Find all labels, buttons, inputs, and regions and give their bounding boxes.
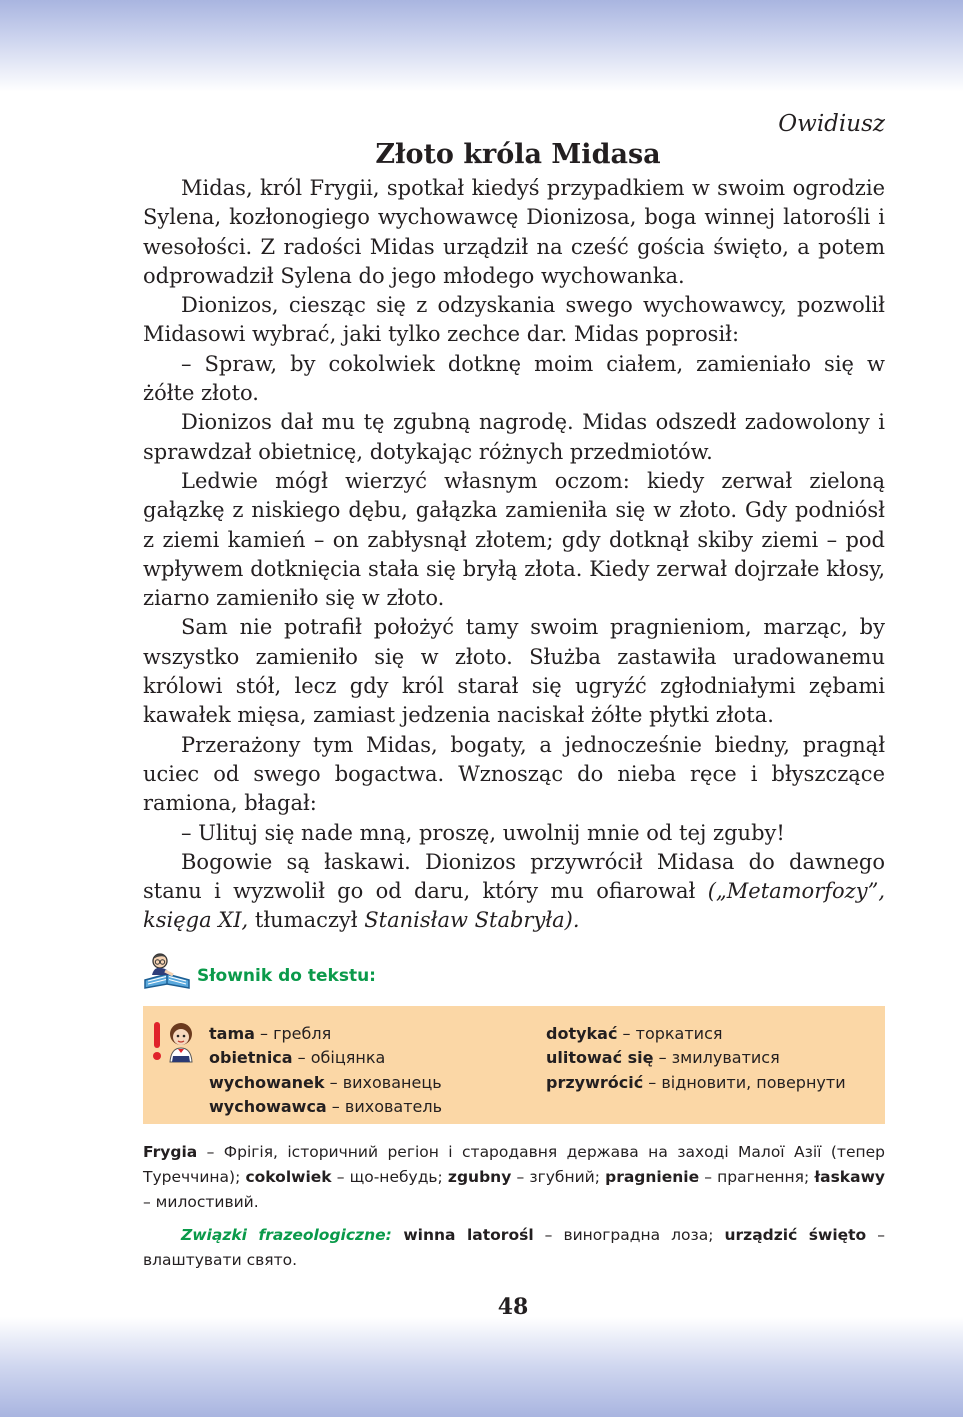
paragraph: Sam nie potrafił położyć tamy swoim pragnieniom, marząc, by wszystko zamieniło się w złoto. Służba zastawiła uradowanemu królowi stół, lecz gdy król starał się ugryźć zgłodniałymi zębami kawałek mięsa, zamiast jedzenia naciskał żółte płytki złota. bbox=[143, 615, 885, 728]
vocab-term: wychowanek bbox=[209, 1072, 325, 1092]
paragraph: Midas, król Frygii, spotkał kiedyś przypadkiem w swoim ogrodzie Sylena, kozłonogiego wychowawcę Dionizosa, boga winnej latorośli i wesołości. Z radości Midas urządził na cześć gościa święto, a potem odprowadził Sylena do jego młodego wychowanka. bbox=[143, 176, 885, 288]
vocab-term: dotykać bbox=[546, 1023, 618, 1043]
vocab-definition: – обіцянка bbox=[292, 1048, 386, 1068]
translator-name: Stanisław Stabryła). bbox=[364, 908, 580, 933]
paragraph: Dionizos, ciesząc się z odzyskania swego wychowawcy, pozwolił Midasowi wybrać, jaki tylko zechce dar. Midas poprosił: bbox=[143, 293, 885, 347]
note-definition: – згубний; bbox=[511, 1167, 606, 1186]
closing-text: tłumaczył bbox=[248, 908, 365, 933]
vocab-column-right bbox=[546, 1022, 846, 1096]
vocabulary-box bbox=[143, 1006, 885, 1124]
note-definition: – милостивий. bbox=[143, 1192, 259, 1211]
vocab-definition: – змилуватися bbox=[653, 1048, 780, 1068]
paragraph: – Spraw, by cokolwiek dotknę moim ciałem, zamieniało się w żółte złoto. bbox=[143, 351, 885, 406]
phraseology-label: Związki frazeologiczne: bbox=[181, 1225, 392, 1244]
notes-section bbox=[143, 1140, 885, 1273]
book-reader-icon bbox=[143, 950, 191, 998]
note-term: pragnienie bbox=[605, 1167, 700, 1186]
note-definition: – що-небудь; bbox=[331, 1167, 448, 1186]
note-term: winna latorośl bbox=[391, 1225, 534, 1244]
paragraph: Dionizos dał mu tę zgubną nagrodę. Midas odszedł zadowolony i sprawdzał obietnicę, dotykając różnych przedmiotów. bbox=[143, 410, 885, 464]
slownik-title: Słownik do tekstu: bbox=[197, 965, 376, 986]
paragraph: Ledwie mógł wierzyć własnym oczom: kiedy zerwał zieloną gałązkę z niskiego dębu, gałązka zamieniła się w złoto. Gdy podniósł z ziemi kamień – on zabłysnął złotem; gdy dotknął skiby ziemi – pod wpływem dotknięcia stała się bryłą złota. Kiedy zerwał dojrzałe kłosy, ziarno zamieniło się w złoto. bbox=[143, 468, 885, 611]
author-name: Owidiusz bbox=[778, 111, 885, 137]
closing-paragraph bbox=[143, 848, 885, 936]
vocab-entry bbox=[209, 1095, 442, 1120]
source-title: („Metamorfozy”, księga XI, bbox=[143, 879, 885, 933]
paragraph: – Ulituj się nade mną, proszę, uwolnij mnie od tej zguby! bbox=[181, 820, 785, 845]
phraseology-notes bbox=[143, 1223, 885, 1273]
story-text bbox=[143, 174, 885, 936]
vocab-term: obietnica bbox=[209, 1048, 293, 1068]
vocab-term: przywrócić bbox=[546, 1072, 644, 1092]
note-definition: – влаштувати свято. bbox=[143, 1225, 885, 1269]
note-definition: – прагнення; bbox=[699, 1167, 815, 1186]
note-term: urządzić święto bbox=[724, 1225, 867, 1244]
vocab-definition: – відновити, повернути bbox=[643, 1072, 846, 1092]
glossary-notes bbox=[143, 1140, 885, 1215]
vocab-definition: – гребля bbox=[254, 1023, 332, 1043]
vocab-definition: – торкатися bbox=[617, 1023, 723, 1043]
vocab-definition: – вихованець bbox=[324, 1072, 442, 1092]
vocab-entry bbox=[546, 1046, 846, 1071]
vocab-entry bbox=[546, 1071, 846, 1096]
vocab-entry bbox=[209, 1022, 442, 1047]
page-number: 48 bbox=[497, 1294, 529, 1320]
closing-text: Bogowie są łaskawi. Dionizos przywrócił Midasa do dawnego stanu i wyzwolił go od daru, który mu ofiarował bbox=[143, 849, 885, 904]
vocab-term: ulitować się bbox=[546, 1048, 654, 1068]
paragraph: Przerażony tym Midas, bogaty, a jednocześnie biedny, pragnął uciec od swego bogactwa. Wznosząc do nieba ręce i błyszczące ramiona, błagał: bbox=[143, 732, 885, 816]
note-term: łaskawy bbox=[814, 1167, 886, 1186]
note-definition: – виноградна лоза; bbox=[533, 1225, 725, 1244]
vocab-entry bbox=[209, 1071, 442, 1096]
page-content bbox=[143, 108, 885, 1273]
slownik-header bbox=[143, 950, 885, 1002]
top-gradient-band bbox=[0, 0, 963, 92]
note-term: Frygia bbox=[143, 1142, 198, 1161]
bottom-gradient-band bbox=[0, 1317, 963, 1417]
note-definition: – Фрігія, історичний регіон і стародавня держава на заході Малої Азії (тепер Туреччина); bbox=[143, 1142, 885, 1186]
page-title: Złoto króla Midasa bbox=[375, 139, 661, 170]
exclamation-girl-icon bbox=[151, 1020, 197, 1068]
vocab-entry bbox=[209, 1046, 442, 1071]
vocab-term: wychowawca bbox=[209, 1097, 327, 1117]
vocab-definition: – вихователь bbox=[326, 1097, 443, 1117]
note-term: zgubny bbox=[447, 1167, 512, 1186]
vocab-column-left bbox=[209, 1022, 442, 1120]
vocab-term: tama bbox=[209, 1023, 255, 1043]
note-term: cokolwiek bbox=[245, 1167, 332, 1186]
vocab-entry bbox=[546, 1022, 846, 1047]
